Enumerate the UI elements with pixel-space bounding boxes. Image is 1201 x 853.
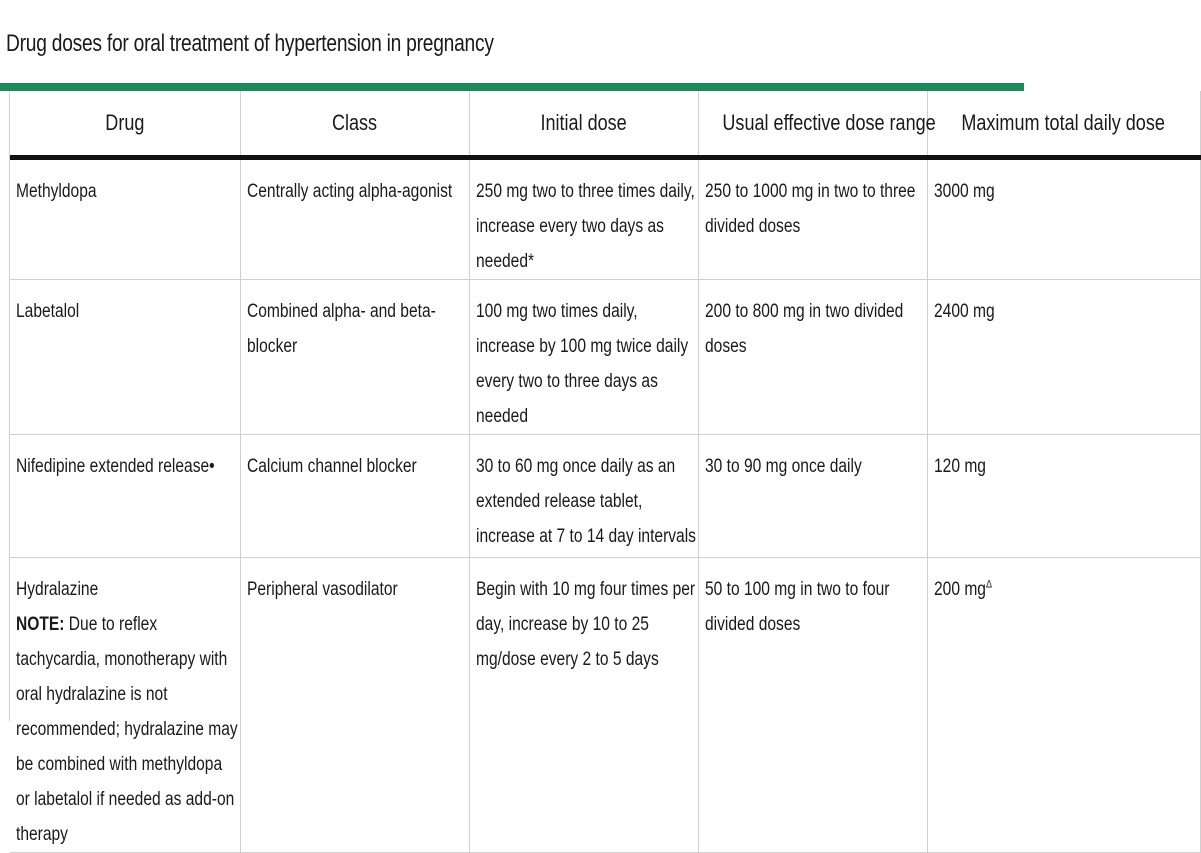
cell-class: Calcium channel blocker (240, 435, 469, 558)
header-class: Class (240, 91, 469, 158)
header-drug: Drug (10, 91, 240, 158)
maximum-value: 200 mg (933, 579, 986, 600)
table-row (10, 435, 1200, 558)
cell-drug (10, 558, 240, 853)
dose-table-container[interactable] (9, 91, 1166, 845)
cell-usual-range: 30 to 90 mg once daily (698, 435, 927, 558)
dose-table (10, 91, 1201, 853)
table-row (10, 280, 1200, 435)
title-accent-bar (0, 83, 1024, 91)
header-initial-dose: Initial dose (469, 91, 698, 158)
cell-class: Peripheral vasodilator (240, 558, 469, 853)
table-row (10, 558, 1200, 853)
cell-class: Combined alpha- and beta-blocker (240, 280, 469, 435)
cell-maximum (927, 558, 1200, 853)
cell-usual-range: 250 to 1000 mg in two to three divided doses (698, 158, 927, 280)
cell-drug: Labetalol (10, 280, 240, 435)
table-row (10, 158, 1200, 280)
cell-initial-dose: 30 to 60 mg once daily as an extended release tablet, increase at 7 to 14 day intervals (469, 435, 698, 558)
cell-drug: Methyldopa (10, 158, 240, 280)
cell-initial-dose: Begin with 10 mg four times per day, increase by 10 to 25 mg/dose every 2 to 5 days (469, 558, 698, 853)
cell-usual-range: 200 to 800 mg in two divided doses (698, 280, 927, 435)
page-title: Drug doses for oral treatment of hypertension in pregnancy (6, 30, 494, 57)
cell-class: Centrally acting alpha-agonist (240, 158, 469, 280)
cell-usual-range: 50 to 100 mg in two to four divided doses (698, 558, 927, 853)
note-label: NOTE: (16, 614, 65, 635)
footnote-delta-mark[interactable]: Δ (985, 578, 992, 591)
table-header (10, 91, 1200, 158)
note-text: Due to reflex tachycardia, monotherapy with oral hydralazine is not recommended; hydralazine may be combined with methyldopa or labetalol if needed as add-on therapy (16, 614, 238, 845)
cell-maximum: 120 mg (927, 435, 1200, 558)
header-usual-range: Usual effective dose range (698, 91, 927, 158)
header-maximum: Maximum total daily dose (927, 91, 1200, 158)
cell-maximum: 2400 mg (927, 280, 1200, 435)
cell-maximum: 3000 mg (927, 158, 1200, 280)
header-row (10, 91, 1200, 158)
cell-initial-dose: 250 mg two to three times daily, increase every two days as needed* (469, 158, 698, 280)
drug-name: Hydralazine (16, 579, 99, 600)
cell-initial-dose: 100 mg two times daily, increase by 100 mg twice daily every two to three days as needed (469, 280, 698, 435)
cell-drug: Nifedipine extended release• (10, 435, 240, 558)
